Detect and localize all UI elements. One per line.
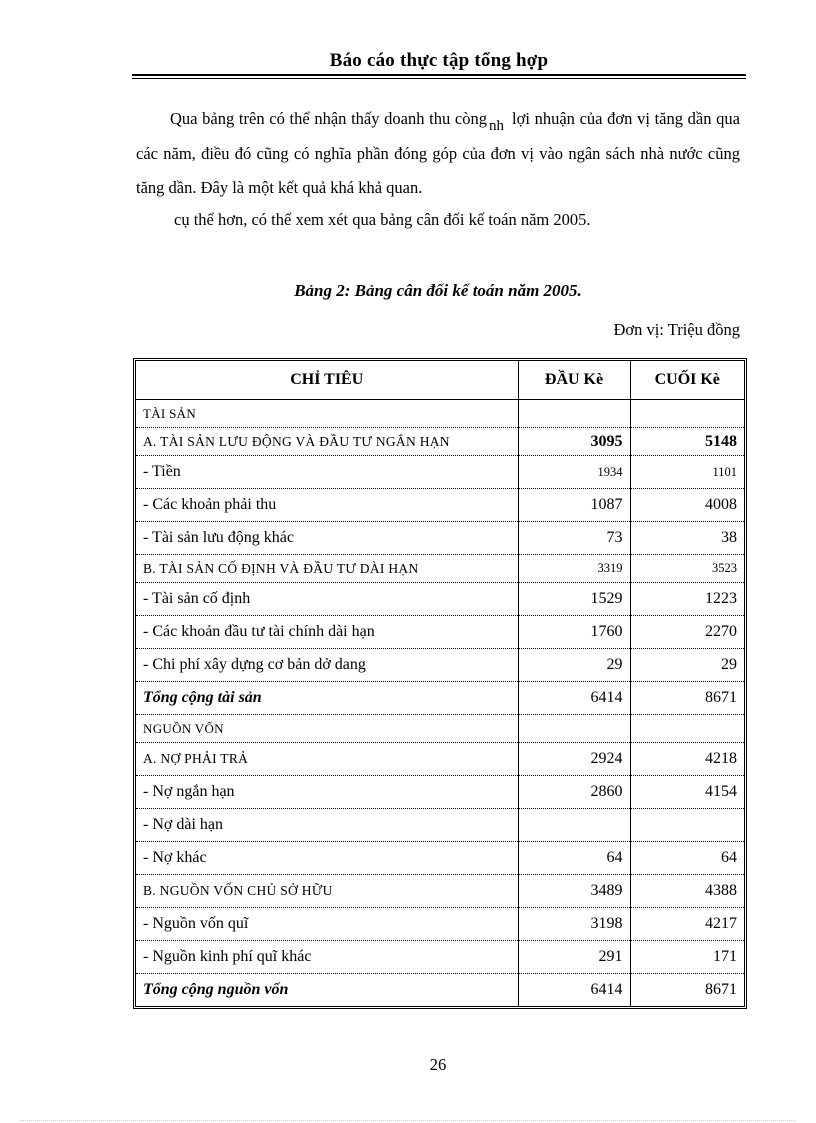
row-label: - Nợ khác xyxy=(136,842,518,875)
unit-label: Đơn vị: Triệu đồng xyxy=(613,320,740,339)
table-row xyxy=(136,875,744,908)
table-row xyxy=(136,616,744,649)
row-label: Tổng cộng tài sản xyxy=(136,682,518,715)
table-row xyxy=(136,583,744,616)
row-label: A. NỢ PHẢI TRẢ xyxy=(136,743,518,776)
row-start-value: 6414 xyxy=(518,974,630,1007)
table-row xyxy=(136,776,744,809)
header-rule-thick xyxy=(132,74,746,76)
intro-text-part2: lợi nhuận của đơn vị tăng dần qua các năm, điều đó cũng có nghĩa phần đóng góp của đơn vị vào ngân sách nhà nước cũng tăng dần. Đây là một kết quả khá khả quan. xyxy=(136,109,740,197)
footer-divider xyxy=(20,1120,796,1121)
row-start-value: 29 xyxy=(518,649,630,682)
row-end-value: 8671 xyxy=(705,981,737,998)
table-caption: Bảng 2: Bảng cân đối kế toán năm 2005. xyxy=(294,281,582,300)
row-start-value: 3489 xyxy=(518,875,630,908)
row-label: Tổng cộng nguồn vốn xyxy=(136,974,518,1007)
row-end-value: 38 xyxy=(630,522,744,555)
table-row xyxy=(136,522,744,555)
row-end-value: 4218 xyxy=(630,743,744,776)
intro-paragraph xyxy=(136,102,740,205)
row-end-value: 64 xyxy=(630,842,744,875)
intro-subscript: nh xyxy=(489,118,505,134)
row-start-value xyxy=(518,809,630,842)
balance-sheet-table xyxy=(133,358,747,1009)
row-label: B. TÀI SẢN CỐ ĐỊNH VÀ ĐẦU TƯ DÀI HẠN xyxy=(136,555,518,583)
row-end-value: 4008 xyxy=(630,489,744,522)
row-start-value xyxy=(518,715,630,743)
row-start-value: 2924 xyxy=(518,743,630,776)
row-start-value: 64 xyxy=(518,842,630,875)
table-row xyxy=(136,743,744,776)
row-end-value xyxy=(630,809,744,842)
row-label: - Các khoản đầu tư tài chính dài hạn xyxy=(136,616,518,649)
row-label: - Nguồn vốn quĩ xyxy=(136,908,518,941)
table-row xyxy=(136,809,744,842)
row-start-value: 1087 xyxy=(518,489,630,522)
row-start-value: 73 xyxy=(518,522,630,555)
row-label: - Tài sản lưu động khác xyxy=(136,522,518,555)
table-row xyxy=(136,649,744,682)
row-start-value: 3198 xyxy=(518,908,630,941)
table-row xyxy=(136,428,744,456)
row-end-value: 1223 xyxy=(630,583,744,616)
row-end-value: 4217 xyxy=(630,908,744,941)
table-row xyxy=(136,715,744,743)
table-row xyxy=(136,842,744,875)
row-start-value: 6414 xyxy=(518,682,630,715)
header-end-period: CUỐI Kè xyxy=(630,361,744,400)
table-row xyxy=(136,908,744,941)
row-label: - Các khoản phải thu xyxy=(136,489,518,522)
table-row xyxy=(136,555,744,583)
row-end-value: 3523 xyxy=(630,555,744,583)
row-start-value: 2860 xyxy=(518,776,630,809)
row-start-value: 1934 xyxy=(518,456,630,489)
row-end-value: 4388 xyxy=(630,875,744,908)
table-row xyxy=(136,941,744,974)
row-label: A. TÀI SẢN LƯU ĐỘNG VÀ ĐẦU TƯ NGẮN HẠN xyxy=(136,428,518,456)
detail-paragraph: cụ thể hơn, có thể xem xét qua bảng cân đối kế toán năm 2005. xyxy=(174,210,591,229)
row-end-value: 171 xyxy=(630,941,744,974)
row-end-value: 5148 xyxy=(630,428,744,456)
table-row-total xyxy=(136,682,744,715)
row-end-value xyxy=(630,715,744,743)
intro-text-part1: Qua bảng trên có thể nhận thấy doanh thu còng xyxy=(170,109,488,128)
row-end-value: 4154 xyxy=(630,776,744,809)
row-label: B. NGUỒN VỐN CHỦ SỞ HỮU xyxy=(136,875,518,908)
row-start-value xyxy=(518,400,630,428)
row-label: - Chi phí xây dựng cơ bản dở dang xyxy=(136,649,518,682)
row-label: - Nguồn kinh phí quĩ khác xyxy=(136,941,518,974)
report-header-title: Báo cáo thực tập tổng hợp xyxy=(329,50,549,71)
row-start-value: 291 xyxy=(518,941,630,974)
row-label: NGUỒN VỐN xyxy=(136,715,518,743)
table-row xyxy=(136,489,744,522)
row-label: - Tài sản cố định xyxy=(136,583,518,616)
table-row xyxy=(136,456,744,489)
row-start-value: 3095 xyxy=(518,428,630,456)
table-header-row xyxy=(136,361,744,400)
row-start-value: 1760 xyxy=(518,616,630,649)
row-end-value: 8671 xyxy=(630,682,744,715)
row-end-value: 2270 xyxy=(630,616,744,649)
row-end-value: 1101 xyxy=(630,456,744,489)
table-row-total xyxy=(136,974,744,1007)
row-start-value: 1529 xyxy=(518,583,630,616)
row-start-value: 3319 xyxy=(518,555,630,583)
row-end-value: 29 xyxy=(630,649,744,682)
header-indicator: CHỈ TIÊU xyxy=(136,361,518,400)
row-label: TÀI SẢN xyxy=(136,400,518,428)
row-label: - Nợ ngắn hạn xyxy=(136,776,518,809)
header-start-period: ĐẦU Kè xyxy=(518,361,630,400)
page-number: 26 xyxy=(429,1055,447,1074)
row-label: - Nợ dài hạn xyxy=(136,809,518,842)
row-label: - Tiền xyxy=(136,456,518,489)
row-end-value xyxy=(630,400,744,428)
table-row xyxy=(136,400,744,428)
header-rule-thin xyxy=(132,78,746,79)
